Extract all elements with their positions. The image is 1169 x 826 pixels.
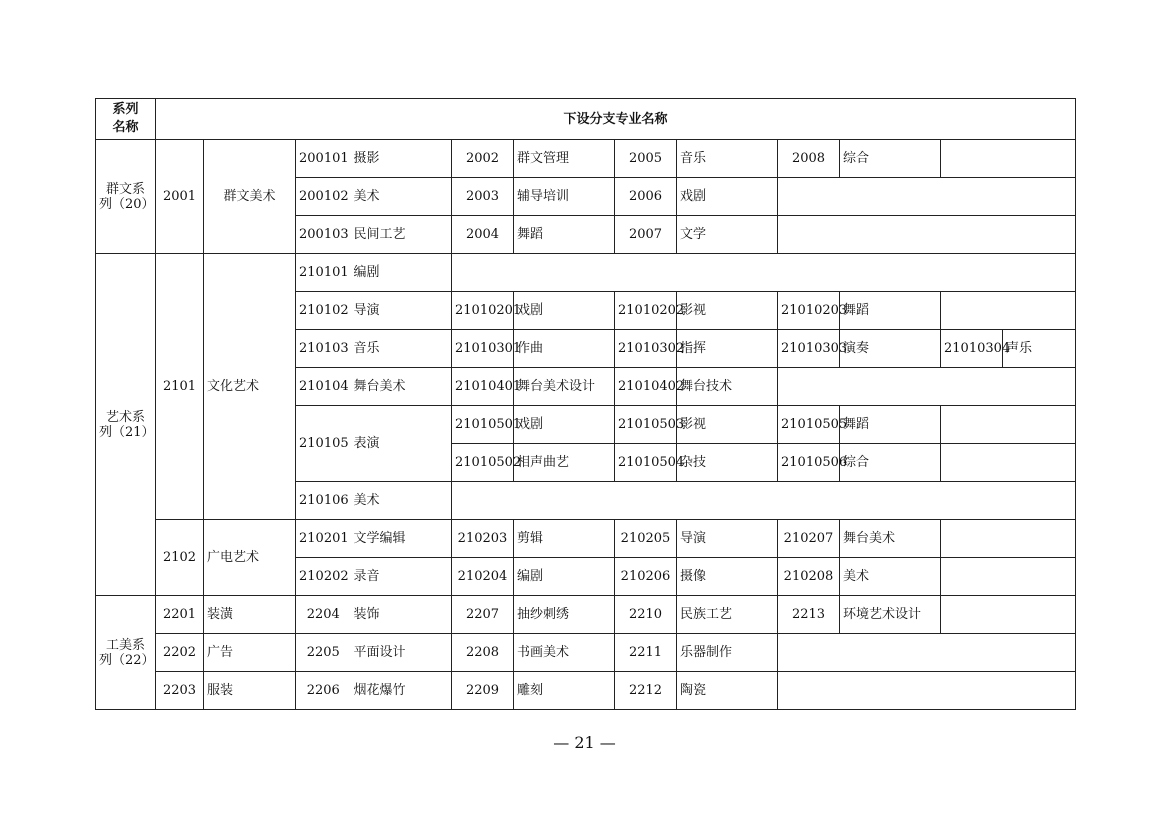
specialty-name: 雕刻: [514, 672, 615, 710]
specialty-code: 210203: [452, 520, 514, 558]
series-21-name: 艺术系 列（21）: [96, 254, 156, 596]
specialty-name: 舞蹈: [514, 216, 615, 254]
header-row: [96, 99, 1076, 140]
specialty-name: 装饰: [351, 596, 452, 634]
series-20-name: 群文系 列（20）: [96, 140, 156, 254]
header-branch-names: 下设分支专业名称: [156, 99, 1076, 140]
specialty-code: 200103: [296, 216, 351, 254]
group-code: 2202: [156, 634, 204, 672]
empty-cell: [778, 216, 1076, 254]
specialty-name: 群文管理: [514, 140, 615, 178]
table-row: [96, 634, 1076, 672]
sub-code: 21010502: [452, 444, 514, 482]
empty-cell: [941, 596, 1076, 634]
specialty-code: 210204: [452, 558, 514, 596]
sub-name: 影视: [677, 292, 778, 330]
empty-cell: [941, 444, 1076, 482]
specialty-name: 综合: [840, 140, 941, 178]
specialty-code: 210101: [296, 254, 351, 292]
specialty-name: 舞台美术: [351, 368, 452, 406]
specialty-code: 210103: [296, 330, 351, 368]
specialty-name: 剪辑: [514, 520, 615, 558]
empty-cell: [941, 406, 1076, 444]
sub-name: 杂技: [677, 444, 778, 482]
sub-name: 舞台技术: [677, 368, 778, 406]
specialty-name: 文学: [677, 216, 778, 254]
specialty-name: 平面设计: [351, 634, 452, 672]
sub-code: 21010504: [615, 444, 677, 482]
empty-cell: [452, 254, 1076, 292]
specialty-name: 表演: [351, 406, 452, 482]
group-label: 装潢: [204, 596, 296, 634]
sub-code: 21010402: [615, 368, 677, 406]
specialty-code: 200102: [296, 178, 351, 216]
specialty-code: 2007: [615, 216, 677, 254]
group-code: 2201: [156, 596, 204, 634]
table-row: [96, 672, 1076, 710]
sub-code: 21010506: [778, 444, 840, 482]
sub-code: 21010302: [615, 330, 677, 368]
empty-cell: [778, 634, 1076, 672]
specialty-name: 导演: [351, 292, 452, 330]
specialty-code: 210202: [296, 558, 351, 596]
sub-name: 作曲: [514, 330, 615, 368]
specialty-table: [95, 98, 1076, 710]
empty-cell: [941, 292, 1076, 330]
specialty-name: 美术: [840, 558, 941, 596]
specialty-code: 2002: [452, 140, 514, 178]
specialty-name: 音乐: [677, 140, 778, 178]
sub-code: 21010202: [615, 292, 677, 330]
series-22-name: 工美系 列（22）: [96, 596, 156, 710]
specialty-name: 美术: [351, 482, 452, 520]
sub-code: 21010203: [778, 292, 840, 330]
sub-name: 综合: [840, 444, 941, 482]
empty-cell: [941, 520, 1076, 558]
table-row: [96, 520, 1076, 558]
sub-name: 戏剧: [514, 292, 615, 330]
specialty-name: 烟花爆竹: [351, 672, 452, 710]
specialty-name: 摄影: [351, 140, 452, 178]
specialty-code: 2004: [452, 216, 514, 254]
specialty-code: 2006: [615, 178, 677, 216]
specialty-name: 舞台美术: [840, 520, 941, 558]
table-row: [96, 140, 1076, 178]
specialty-name: 书画美术: [514, 634, 615, 672]
specialty-code: 210208: [778, 558, 840, 596]
specialty-code: 2003: [452, 178, 514, 216]
sub-name: 演奏: [840, 330, 941, 368]
sub-code: 21010505: [778, 406, 840, 444]
sub-name: 舞蹈: [840, 292, 941, 330]
specialty-code: 210205: [615, 520, 677, 558]
table-row: [96, 254, 1076, 292]
sub-name: 声乐: [1003, 330, 1076, 368]
specialty-code: 2208: [452, 634, 514, 672]
specialty-code: 210105: [296, 406, 351, 482]
sub-name: 影视: [677, 406, 778, 444]
specialty-name: 民族工艺: [677, 596, 778, 634]
specialty-name: 音乐: [351, 330, 452, 368]
sub-name: 戏剧: [514, 406, 615, 444]
specialty-name: 辅导培训: [514, 178, 615, 216]
sub-code: 21010301: [452, 330, 514, 368]
sub-code: 21010303: [778, 330, 840, 368]
specialty-code: 2210: [615, 596, 677, 634]
specialty-name: 陶瓷: [677, 672, 778, 710]
sub-name: 指挥: [677, 330, 778, 368]
empty-cell: [941, 558, 1076, 596]
specialty-code: 2207: [452, 596, 514, 634]
specialty-code: 2206: [296, 672, 351, 710]
empty-cell: [941, 140, 1076, 178]
specialty-name: 导演: [677, 520, 778, 558]
specialty-name: 文学编辑: [351, 520, 452, 558]
specialty-code: 2209: [452, 672, 514, 710]
sub-code: 21010501: [452, 406, 514, 444]
specialty-code: 2213: [778, 596, 840, 634]
specialty-code: 210104: [296, 368, 351, 406]
specialty-code: 210207: [778, 520, 840, 558]
specialty-name: 摄像: [677, 558, 778, 596]
specialty-code: 210106: [296, 482, 351, 520]
specialty-code: 2211: [615, 634, 677, 672]
table-row: [96, 596, 1076, 634]
sub-name: 舞蹈: [840, 406, 941, 444]
sub-code: 21010503: [615, 406, 677, 444]
group-label: 文化艺术: [204, 254, 296, 520]
specialty-name: 美术: [351, 178, 452, 216]
specialty-name: 乐器制作: [677, 634, 778, 672]
specialty-code: 2212: [615, 672, 677, 710]
sub-code: 21010201: [452, 292, 514, 330]
sub-code: 21010304: [941, 330, 1003, 368]
specialty-code: 210206: [615, 558, 677, 596]
group-code: 2203: [156, 672, 204, 710]
group-label: 广电艺术: [204, 520, 296, 596]
group-code: 2102: [156, 520, 204, 596]
group-code: 2101: [156, 254, 204, 520]
group-label: 服装: [204, 672, 296, 710]
specialty-name: 录音: [351, 558, 452, 596]
specialty-name: 环境艺术设计: [840, 596, 941, 634]
specialty-code: 2005: [615, 140, 677, 178]
specialty-name: 戏剧: [677, 178, 778, 216]
specialty-code: 2205: [296, 634, 351, 672]
empty-cell: [778, 368, 1076, 406]
specialty-name: 编剧: [351, 254, 452, 292]
sub-name: 相声曲艺: [514, 444, 615, 482]
specialty-code: 200101: [296, 140, 351, 178]
specialty-name: 民间工艺: [351, 216, 452, 254]
empty-cell: [452, 482, 1076, 520]
page-number: — 21 —: [553, 733, 616, 752]
sub-code: 21010401: [452, 368, 514, 406]
empty-cell: [778, 178, 1076, 216]
sub-name: 舞台美术设计: [514, 368, 615, 406]
specialty-name: 抽纱刺绣: [514, 596, 615, 634]
specialty-code: 210201: [296, 520, 351, 558]
specialty-code: 210102: [296, 292, 351, 330]
specialty-code: 2204: [296, 596, 351, 634]
header-series-name: 系列 名称: [96, 99, 156, 140]
group-label: 群文美术: [204, 140, 296, 254]
empty-cell: [778, 672, 1076, 710]
group-code: 2001: [156, 140, 204, 254]
group-label: 广告: [204, 634, 296, 672]
specialty-name: 编剧: [514, 558, 615, 596]
specialty-code: 2008: [778, 140, 840, 178]
